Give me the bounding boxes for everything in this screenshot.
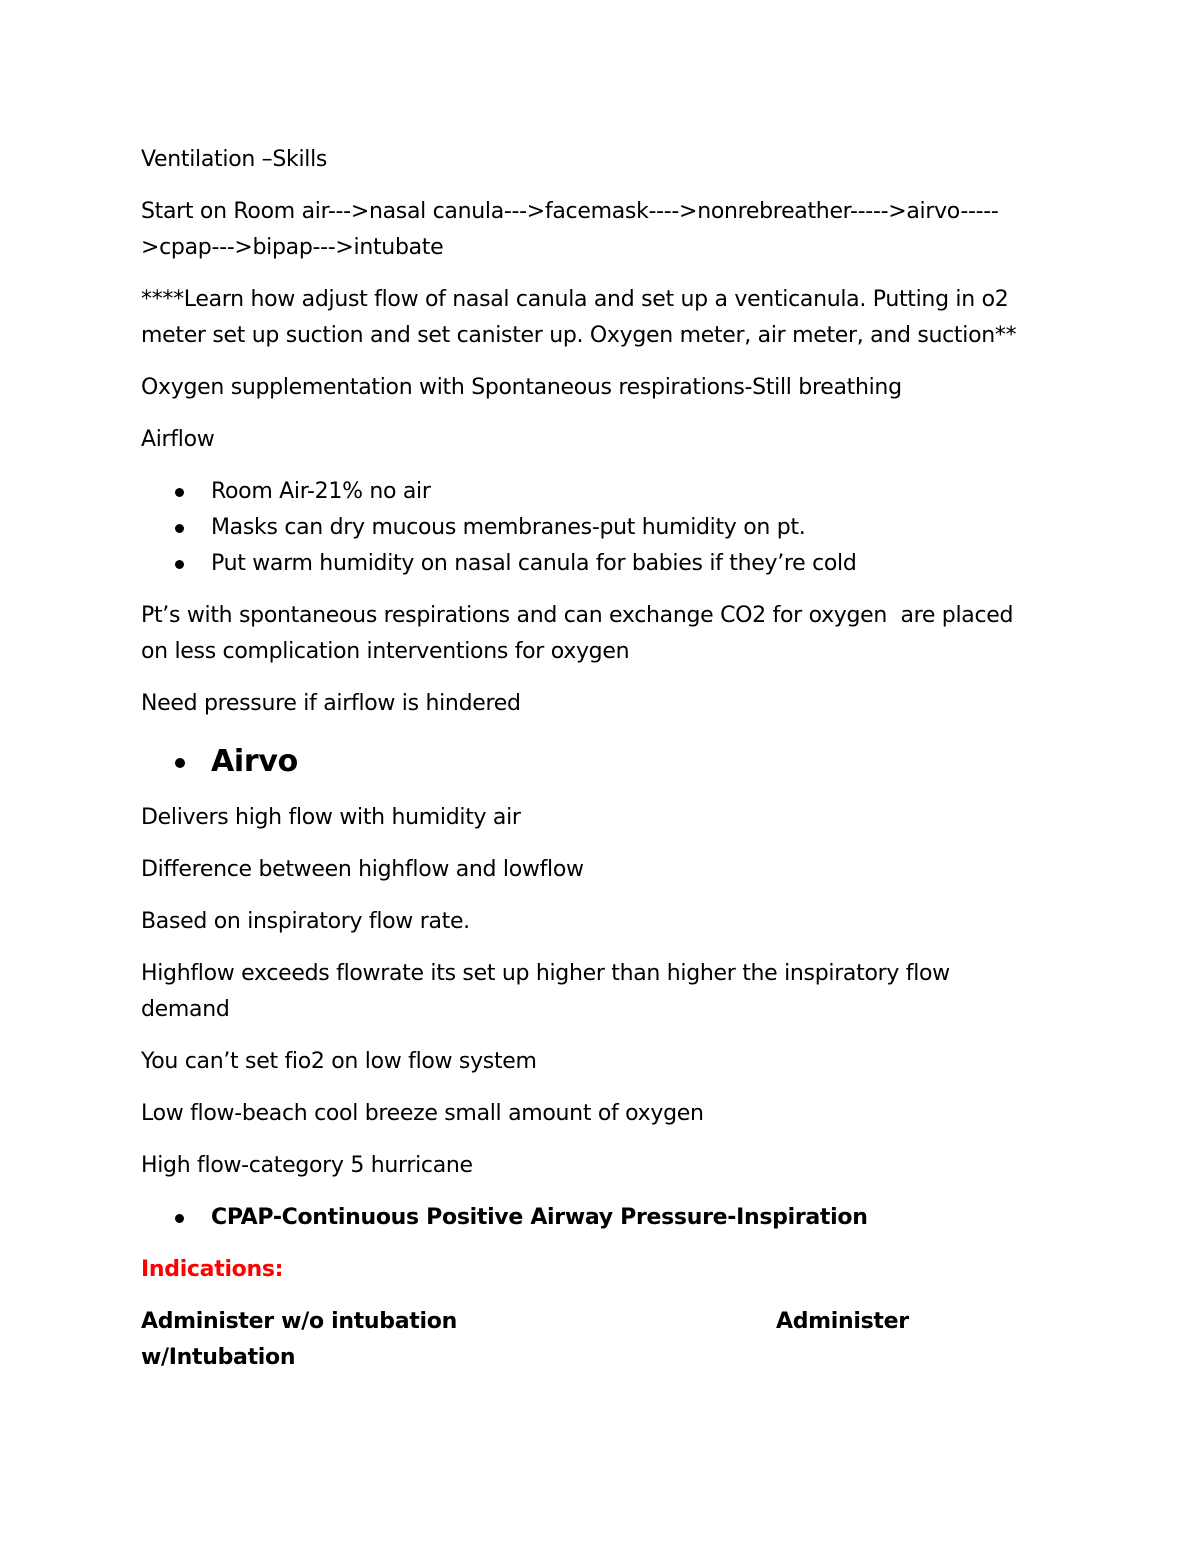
oxygen-supplementation-text: Oxygen supplementation with Spontaneous respirations-Still breathing: [141, 375, 902, 400]
administer-right-text: Administer: [776, 1309, 909, 1334]
high-flow-text: High flow-category 5 hurricane: [141, 1153, 473, 1178]
progression-line-1: Start on Room air--->nasal canula--->facemask---->nonrebreather----->airvo-----: [141, 199, 999, 224]
airvo-heading-text: Airvo: [211, 744, 298, 779]
bullet-icon: [175, 758, 185, 768]
bullet-icon: [175, 560, 184, 569]
highflow-exceeds-paragraph: [141, 956, 1056, 1028]
document-title: Ventilation –Skills: [141, 147, 328, 172]
airvo-delivers-text: Delivers high flow with humidity air: [141, 805, 521, 830]
spontaneous-paragraph: [141, 598, 1056, 670]
highflow-exceeds-line-1: Highflow exceeds flowrate its set up higher than higher the inspiratory flow: [141, 961, 950, 986]
list-item: [141, 546, 1056, 582]
administer-row: [141, 1304, 1056, 1376]
list-item-text: Room Air-21% no air: [211, 479, 431, 504]
indications-label: Indications:: [141, 1257, 284, 1282]
administer-wrap-text: w/Intubation: [141, 1345, 296, 1370]
cpap-heading: [141, 1200, 1056, 1236]
list-item: [141, 510, 1056, 546]
low-flow-text: Low flow-beach cool breeze small amount of oxygen: [141, 1101, 704, 1126]
progression-paragraph: [141, 194, 1056, 266]
administer-left-text: Administer w/o intubation: [141, 1309, 457, 1334]
bullet-icon: [175, 524, 184, 533]
airvo-difference-text: Difference between highflow and lowflow: [141, 857, 584, 882]
bullet-icon: [175, 1214, 184, 1223]
airvo-heading: [141, 738, 1056, 786]
airflow-heading: Airflow: [141, 427, 215, 452]
progression-line-2: >cpap--->bipap--->intubate: [141, 235, 444, 260]
airvo-based-text: Based on inspiratory flow rate.: [141, 909, 470, 934]
need-pressure-text: Need pressure if airflow is hindered: [141, 691, 521, 716]
note-line-1: ****Learn how adjust flow of nasal canula and set up a venticanula. Putting in o2: [141, 287, 1009, 312]
list-item: [141, 474, 1056, 510]
bullet-icon: [175, 488, 184, 497]
note-paragraph: [141, 282, 1056, 354]
list-item-text: Masks can dry mucous membranes-put humidity on pt.: [211, 515, 806, 540]
document-body: [141, 142, 1056, 1376]
cpap-heading-text: CPAP-Continuous Positive Airway Pressure-Inspiration: [211, 1205, 868, 1230]
spontaneous-line-2: on less complication interventions for oxygen: [141, 639, 630, 664]
note-line-2: meter set up suction and set canister up. Oxygen meter, air meter, and suction**: [141, 323, 1017, 348]
cant-set-fio2-text: You can’t set fio2 on low flow system: [141, 1049, 537, 1074]
list-item-text: Put warm humidity on nasal canula for babies if they’re cold: [211, 551, 857, 576]
airflow-list: [141, 474, 1056, 582]
highflow-exceeds-line-2: demand: [141, 997, 230, 1022]
spontaneous-line-1: Pt’s with spontaneous respirations and can exchange CO2 for oxygen are placed: [141, 603, 1014, 628]
